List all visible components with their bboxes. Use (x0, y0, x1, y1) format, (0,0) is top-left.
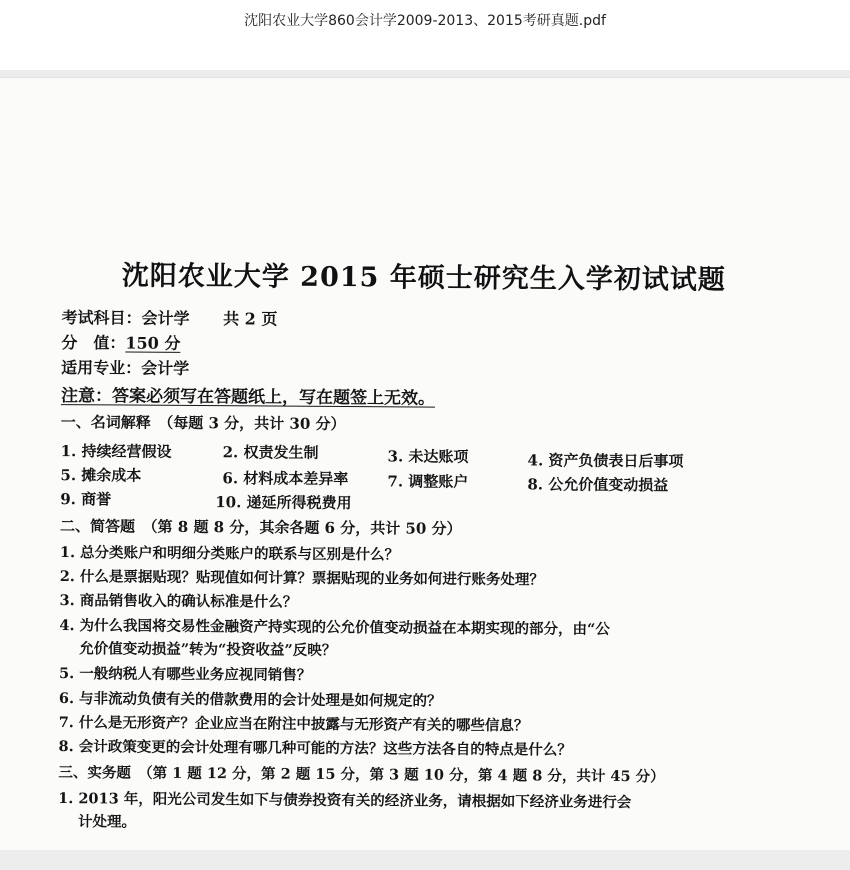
term-item: 7. 调整账户 (387, 472, 469, 491)
exam-subject-line (61, 305, 277, 330)
section2-title: 二、简答题 （第 8 题 8 分，其余各题 6 分，共计 50 分） (60, 517, 462, 538)
section3-title: 三、实务题 （第 1 题 12 分，第 2 题 15 分，第 3 题 10 分，第 4 题 8 分，共计 45 分） (58, 764, 665, 786)
term-item: 9. 商誉 (60, 490, 112, 509)
short-answer-item: 3. 商品销售收入的确认标准是什么？ (59, 592, 298, 611)
title-bar (0, 0, 850, 70)
exam-notice: 注意：答案必须写在答题纸上，写在题签上无效。 (60, 386, 436, 409)
bottom-bar (0, 850, 850, 870)
exam-scan (52, 253, 752, 831)
term-item: 5. 摊余成本 (60, 466, 142, 485)
exam-major: 适用专业：会计学 (61, 358, 190, 378)
term-item: 8. 公允价值变动损益 (527, 475, 669, 495)
exam-score-value: 150 分 (125, 333, 181, 353)
term-item: 4. 资产负债表日后事项 (527, 451, 684, 471)
title-divider (0, 70, 850, 78)
short-answer-item: 8. 会计政策变更的会计处理有哪几种可能的方法？这些方法各自的特点是什么？ (58, 738, 572, 759)
exam-subject: 考试科目：会计学 (61, 308, 190, 328)
exam-title: 沈阳农业大学 2015 年硕士研究生入学初试试题 (121, 260, 726, 296)
short-answer-item: 4. 为什么我国将交易性金融资产持实现的公允价值变动损益在本期实现的部分，由“公 (59, 617, 610, 638)
short-answer-item: 1. 总分类账户和明细分类账户的联系与区别是什么？ (59, 544, 400, 564)
practice-continuation: 计处理。 (77, 813, 137, 831)
term-item: 2. 权责发生制 (222, 443, 319, 462)
term-item: 10. 递延所得税费用 (215, 493, 352, 513)
practice-item: 1. 2013 年，阳光公司发生如下与债券投资有关的经济业务，请根据如下经济业务进行会 (58, 790, 632, 812)
short-answer-item: 7. 什么是无形资产？企业应当在附注中披露与无形资产有关的哪些信息？ (58, 714, 529, 735)
exam-score-label: 分 值： (61, 333, 126, 353)
term-item: 6. 材料成本差异率 (222, 469, 349, 489)
term-item: 3. 未达账项 (387, 447, 469, 466)
term-item: 1. 持续经营假设 (60, 442, 172, 461)
section1-title: 一、名词解释 （每题 3 分，共计 30 分） (60, 413, 346, 434)
short-answer-item: 5. 一般纳税人有哪些业务应视同销售？ (59, 665, 312, 684)
exam-pages: 共 2 页 (223, 309, 278, 329)
short-answer-item: 6. 与非流动负债有关的借款费用的会计处理是如何规定的？ (58, 690, 442, 710)
short-answer-item: 2. 什么是票据贴现？贴现值如何计算？票据贴现的业务如何进行账务处理？ (59, 568, 544, 589)
pdf-page[interactable] (0, 78, 850, 850)
document-title: 沈阳农业大学860会计学2009-2013、2015考研真题.pdf (244, 13, 606, 29)
exam-score-line (61, 330, 180, 354)
short-answer-continuation: 允价值变动损益”转为“投资收益”反映？ (79, 640, 337, 659)
